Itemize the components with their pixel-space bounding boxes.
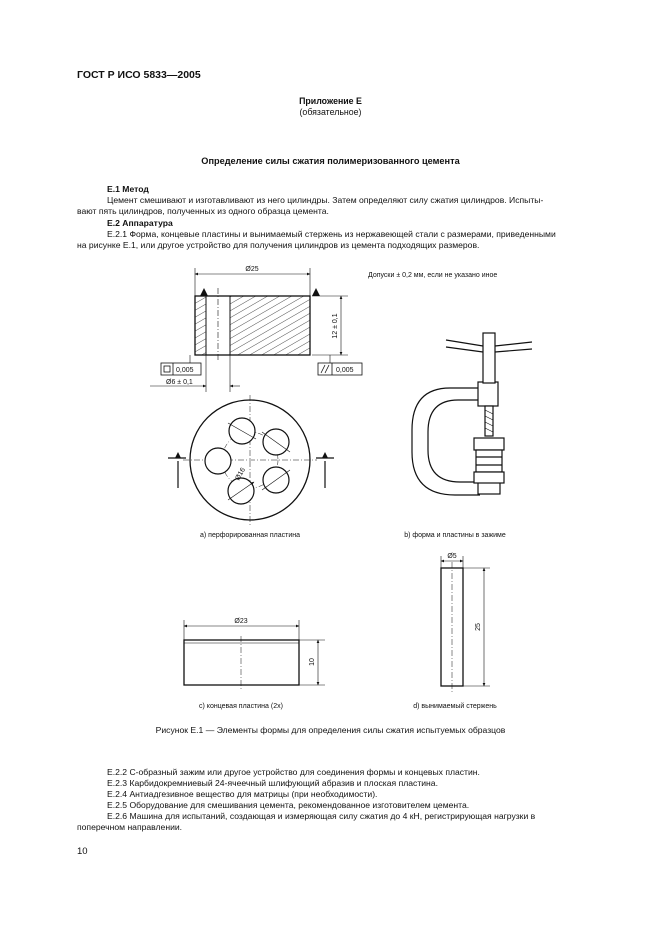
section-e1-line1: Цемент смешивают и изготавливают из него цилиндры. Затем определяют силу сжатия цилиндров. Испыты- (107, 195, 544, 205)
parallelism-tolerance-frame (318, 355, 362, 375)
dim-diam25-label: Ø25 (245, 266, 259, 273)
caption-c: c) концевая пластина (2x) (199, 703, 283, 710)
figure-caption: Рисунок Е.1 — Элементы формы для определения силы сжатия испытуемых образцов (155, 725, 506, 735)
dim-height12 (312, 296, 348, 355)
section-e21-line1: Е.2.1 Форма, концевые пластины и вынимаемый стержень из нержавеющей стали с размерами, приведенными (107, 229, 556, 239)
perforated-plate (168, 395, 334, 525)
dim-end-h-label: 10 (309, 658, 316, 666)
item-e26-line1: Е.2.6 Машина для испытаний, создающая и измеряющая силу сжатия до 4 кН, регистрирующая нагрузки в (107, 811, 536, 821)
item-e23: Е.2.3 Карбидокремниевый 24-ячеечный шлифующий абразив и плоская пластина. (107, 778, 438, 788)
dim-pcd-label: Ø16 (234, 466, 248, 482)
section-e2-heading: Е.2 Аппаратура (107, 218, 173, 228)
section-e1-heading: Е.1 Метод (107, 184, 149, 194)
dim-height12-label: 12 ± 0,1 (332, 313, 339, 339)
item-e26-line2: поперечном направлении. (77, 822, 183, 832)
appendix-status: (обязательное) (299, 107, 362, 117)
flatness-tolerance-frame (161, 355, 201, 375)
caption-b: b) форма и пластины в зажиме (404, 532, 506, 539)
section-e21-line2: на рисунке Е.1, или другое устройство для получения цилиндров из цемента подходящих размеров. (77, 240, 480, 250)
dim-diam23-label: Ø23 (234, 618, 248, 625)
mould-section (195, 288, 320, 362)
item-e22: Е.2.2 С-образный зажим или другое устройство для соединения формы и концевых пластин. (107, 767, 480, 777)
caption-d: d) вынимаемый стержень (413, 703, 497, 710)
section-e1-line2: вают пять цилиндров, полученных из одного образца цемента. (77, 206, 329, 216)
flatness-value: 0,005 (176, 367, 194, 374)
item-e24: Е.2.4 Антиадгезивное вещество для матрицы (при необходимости). (107, 789, 378, 799)
dim-diam25 (195, 266, 310, 296)
dim-hole-label: Ø6 ± 0,1 (166, 379, 193, 386)
end-plate (184, 618, 325, 690)
page-number: 10 (77, 846, 88, 857)
tolerance-note: Допуски ± 0,2 мм, если не указано иное (368, 272, 498, 279)
caption-a: a) перфорированная пластина (199, 532, 301, 539)
document-code: ГОСТ Р ИСО 5833—2005 (77, 69, 201, 81)
c-clamp (412, 333, 532, 495)
dim-diam5-label: Ø5 (447, 553, 457, 560)
main-title: Определение силы сжатия полимеризованного цемента (201, 156, 460, 166)
removable-rod (441, 553, 490, 692)
item-e25: Е.2.5 Оборудование для смешивания цемента, рекомендованное изготовителем цемента. (107, 800, 470, 810)
appendix-title: Приложение Е (299, 96, 362, 106)
parallelism-value: 0,005 (336, 367, 354, 374)
dim-rod-len-label: 25 (475, 623, 482, 631)
